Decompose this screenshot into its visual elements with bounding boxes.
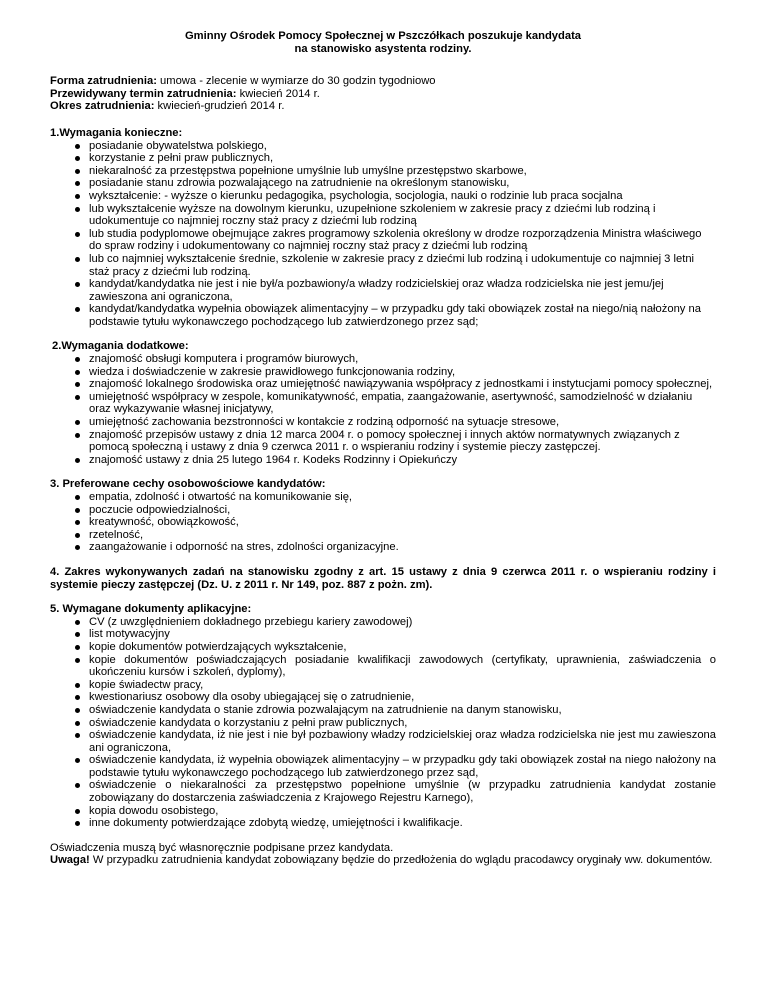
section-documents bbox=[50, 603, 716, 830]
list-item: znajomość lokalnego środowiska oraz umiejętność nawiązywania współpracy z jednostkami i instytucjami pomocy społecznej, bbox=[50, 378, 716, 391]
list-item: oświadczenie kandydata, iż nie jest i nie był pozbawiony władzy rodzicielskiej oraz władza rodzicielska nie jest mu zawieszona ani ograniczona, bbox=[50, 729, 716, 754]
section-additional bbox=[50, 340, 716, 466]
section-documents-heading: 5. Wymagane dokumenty aplikacyjne: bbox=[50, 603, 252, 616]
additional-list bbox=[50, 353, 716, 466]
section-personality bbox=[50, 478, 716, 554]
employment-form-value: umowa - zlecenie w wymiarze do 30 godzin tygodniowo bbox=[156, 75, 436, 88]
list-item: znajomość przepisów ustawy z dnia 12 marca 2004 r. o pomocy społecznej i innych aktów normatywnych związanych z pomocą społeczną i ustawy z dnia 9 czerwca 2011 r. o wspieraniu rodziny i systemie pieczy zastępczej. bbox=[50, 429, 716, 454]
section-required bbox=[50, 127, 716, 329]
section-duties bbox=[50, 566, 716, 591]
section-required-heading: 1.Wymagania konieczne: bbox=[50, 126, 183, 139]
list-item: kreatywność, obowiązkowość, bbox=[50, 516, 716, 529]
list-item: list motywacyjny bbox=[50, 628, 716, 641]
section-duties-heading: 4. Zakres wykonywanych zadań na stanowisku zgodny z art. 15 ustawy z dnia 9 czerwca 2011 r. o wspieraniu rodziny i systemie pieczy zastępczej (Dz. U. z 2011 r. Nr 149, poz. 887 z pożn. zm). bbox=[50, 565, 716, 591]
list-item: inne dokumenty potwierdzające zdobytą wiedzę, umiejętności i kwalifikacje. bbox=[50, 817, 716, 830]
section-personality-heading: 3. Preferowane cechy osobowościowe kandydatów: bbox=[50, 478, 326, 491]
employment-period-value: kwiecień-grudzień 2014 r. bbox=[154, 100, 285, 113]
employment-term bbox=[50, 88, 716, 101]
list-item: kandydat/kandydatka nie jest i nie był/a pozbawiony/a władzy rodzicielskiej oraz władza rodzicielska nie jest jemu/jej zawieszona ani ograniczona, bbox=[50, 278, 716, 303]
personality-list bbox=[50, 491, 716, 554]
list-item: lub studia podyplomowe obejmujące zakres programowy szkolenia określony w drodze rozporządzenia Ministra właściwego do spraw rodziny i udokumentowany co najmniej roczny staż pracy z dziećmi lub rodziną bbox=[50, 228, 716, 253]
list-item: lub wykształcenie wyższe na dowolnym kierunku, uzupełnione szkoleniem w zakresie pracy z dziećmi lub rodziną i udokumentuje co najmniej roczny staż pracy z dziećmi lub rodziną bbox=[50, 203, 716, 228]
employment-term-value: kwiecień 2014 r. bbox=[236, 87, 320, 100]
documents-list bbox=[50, 616, 716, 830]
employment-period-label: Okres zatrudnienia: bbox=[50, 100, 155, 113]
required-list bbox=[50, 140, 716, 329]
list-item: lub co najmniej wykształcenie średnie, szkolenie w zakresie pracy z dziećmi lub rodziną i udokumentuje co najmniej 3 letni staż pracy z dziećmi lub rodziną. bbox=[50, 253, 716, 278]
list-item: kopie świadectw pracy, bbox=[50, 679, 716, 692]
title-line-2: na stanowisko asystenta rodziny. bbox=[294, 42, 472, 55]
employment-form-label: Forma zatrudnienia: bbox=[50, 75, 157, 88]
employment-term-label: Przewidywany termin zatrudnienia: bbox=[50, 87, 237, 100]
list-item: umiejętność współpracy w zespole, komunikatywność, empatia, zaangażowanie, asertywność, samodzielność w działaniu oraz wykazywanie własnej inicjatywy, bbox=[50, 391, 716, 416]
list-item: kandydat/kandydatka wypełnia obowiązek alimentacyjny – w przypadku gdy taki obowiązek został na niego/nią nałożony na podstawie tytułu wykonawczego pochodzącego lub zatwierdzonego przez sąd; bbox=[50, 303, 716, 328]
list-item: kopie dokumentów potwierdzających wykształcenie, bbox=[50, 641, 716, 654]
signature-note: Oświadczenia muszą być własnoręcznie podpisane przez kandydata. bbox=[50, 841, 394, 854]
warning-label: Uwaga! bbox=[50, 854, 90, 867]
footer-notes bbox=[50, 842, 716, 867]
warning-text: W przypadku zatrudnienia kandydat zobowiązany będzie do przedłożenia do wglądu pracodawcy oryginały ww. dokumentów. bbox=[89, 854, 713, 867]
list-item: kopia dowodu osobistego, bbox=[50, 805, 716, 818]
employment-form bbox=[50, 75, 716, 88]
section-additional-heading: 2.Wymagania dodatkowe: bbox=[52, 340, 189, 353]
list-item: wiedza i doświadczenie w zakresie prawidłowego funkcjonowania rodziny, bbox=[50, 366, 716, 379]
list-item: kwestionariusz osobowy dla osoby ubiegającej się o zatrudnienie, bbox=[50, 691, 716, 704]
document-title bbox=[50, 30, 716, 55]
list-item: posiadanie stanu zdrowia pozwalającego na zatrudnienie na określonym stanowisku, bbox=[50, 177, 716, 190]
list-item: korzystanie z pełni praw publicznych, bbox=[50, 152, 716, 165]
list-item: kopie dokumentów poświadczających posiadanie kwalifikacji zawodowych (certyfikaty, uprawnienia, zaświadczenia o ukończeniu kursów i szkoleń, dyplomy), bbox=[50, 654, 716, 679]
employment-period bbox=[50, 100, 716, 113]
list-item: poczucie odpowiedzialności, bbox=[50, 504, 716, 517]
list-item: niekaralność za przestępstwa popełnione umyślnie lub umyślne przestępstwo skarbowe, bbox=[50, 165, 716, 178]
list-item: CV (z uwzględnieniem dokładnego przebiegu kariery zawodowej) bbox=[50, 616, 716, 629]
warning-note bbox=[50, 854, 716, 867]
list-item: rzetelność, bbox=[50, 529, 716, 542]
list-item: wykształcenie: - wyższe o kierunku pedagogika, psychologia, socjologia, nauki o rodzinie lub praca socjalna bbox=[50, 190, 716, 203]
employment-details bbox=[50, 75, 716, 113]
title-line-1: Gminny Ośrodek Pomocy Społecznej w Pszczółkach poszukuje kandydata bbox=[184, 30, 582, 42]
list-item: oświadczenie kandydata o stanie zdrowia pozwalającym na zatrudnienie na danym stanowisku, bbox=[50, 704, 716, 717]
list-item: oświadczenie kandydata, iż wypełnia obowiązek alimentacyjny – w przypadku gdy taki obowiązek został na niego nałożony na podstawie tytułu wykonawczego pochodzącego lub zatwierdzonego przez sąd, bbox=[50, 754, 716, 779]
list-item: znajomość obsługi komputera i programów biurowych, bbox=[50, 353, 716, 366]
list-item: zaangażowanie i odporność na stres, zdolności organizacyjne. bbox=[50, 541, 716, 554]
list-item: empatia, zdolność i otwartość na komunikowanie się, bbox=[50, 491, 716, 504]
list-item: posiadanie obywatelstwa polskiego, bbox=[50, 140, 716, 153]
list-item: oświadczenie kandydata o korzystaniu z pełni praw publicznych, bbox=[50, 717, 716, 730]
list-item: oświadczenie o niekaralności za przestępstwo popełnione umyślnie (w przypadku zatrudnienia kandydat zostanie zobowiązany do dostarczenia zaświadczenia z Krajowego Rejestru Karnego), bbox=[50, 779, 716, 804]
list-item: umiejętność zachowania bezstronności w kontakcie z rodziną odporność na sytuacje stresowe, bbox=[50, 416, 716, 429]
list-item: znajomość ustawy z dnia 25 lutego 1964 r. Kodeks Rodzinny i Opiekuńczy bbox=[50, 454, 716, 467]
